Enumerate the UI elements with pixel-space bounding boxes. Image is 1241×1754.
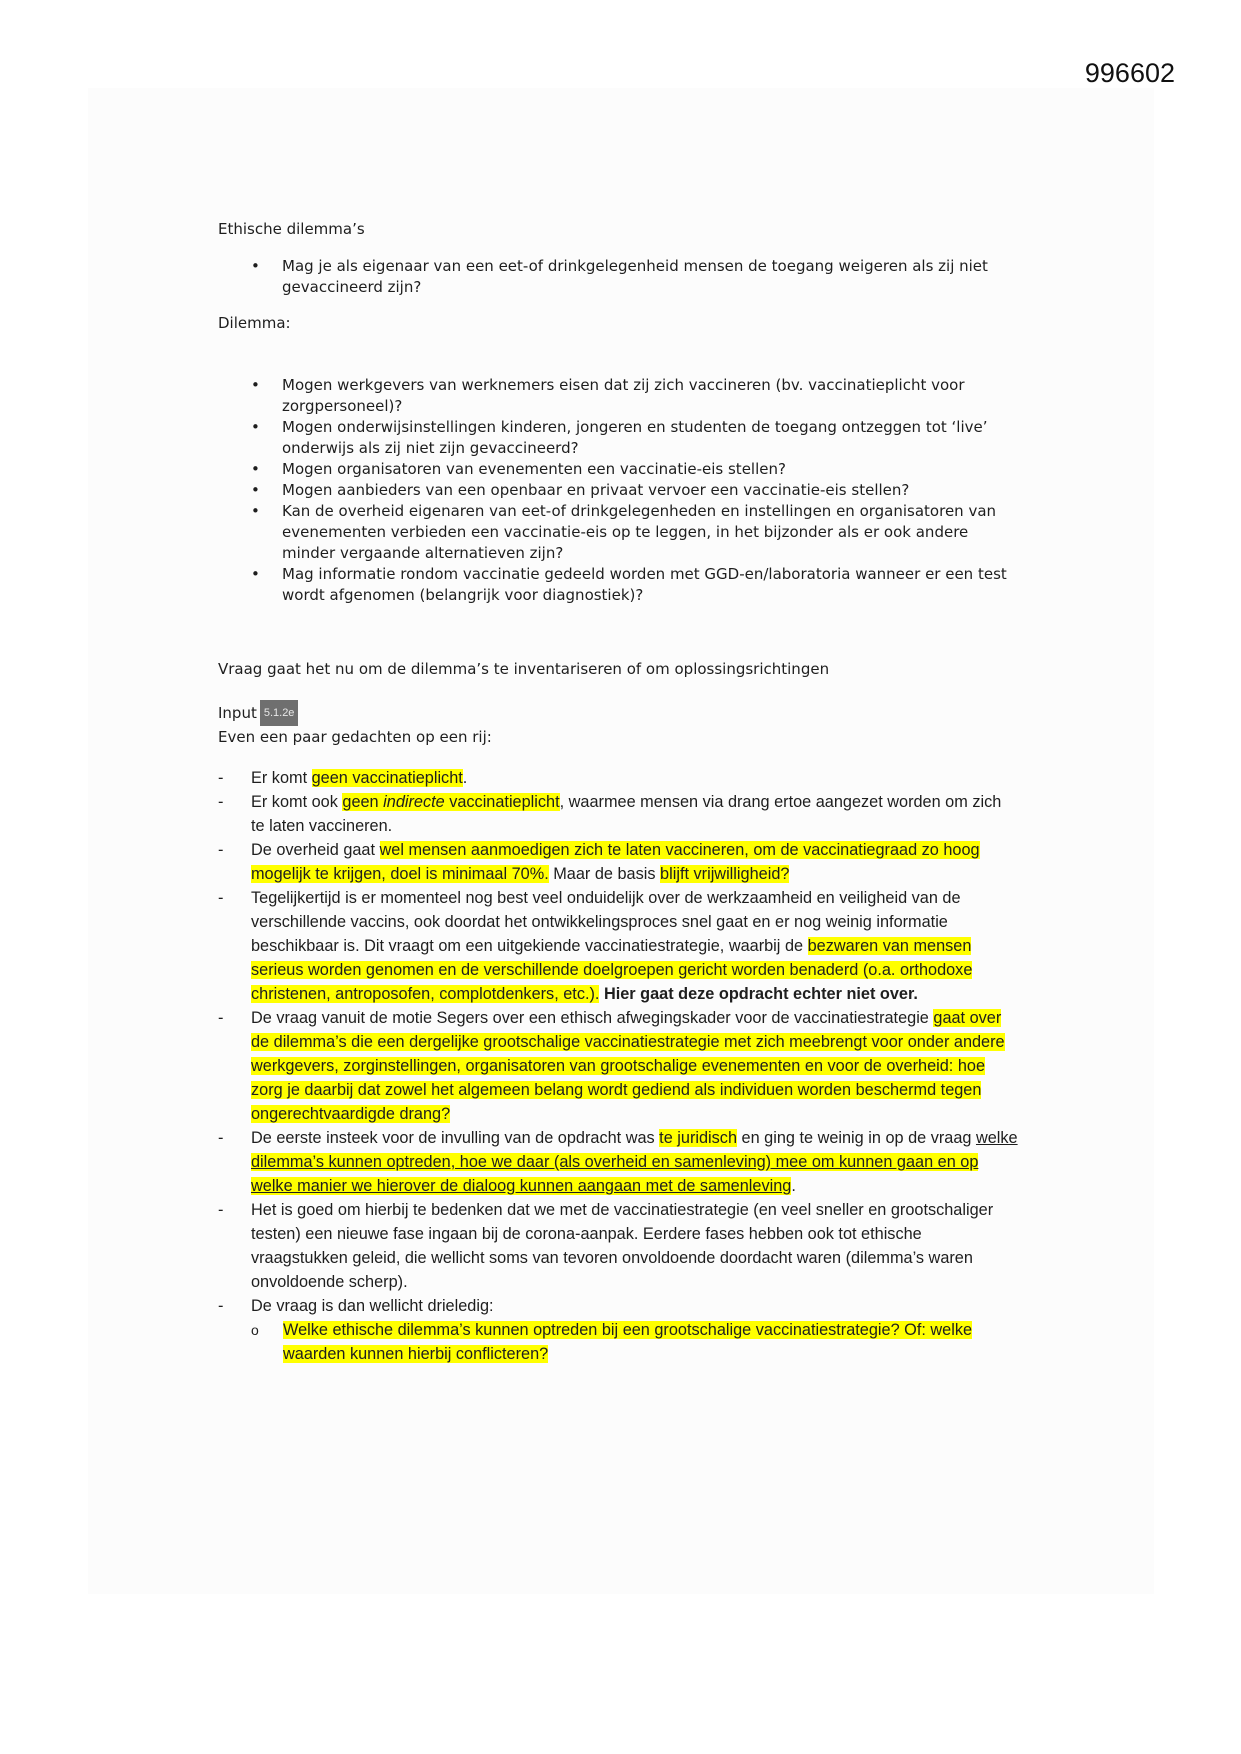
bullet-icon: • [251,257,260,275]
thoughts-list [218,766,1018,1318]
bullet-icon: • [251,502,260,520]
bullet-icon: • [251,376,260,394]
dilemma-label: Dilemma: [218,314,291,332]
highlight: te juridisch [659,1129,737,1147]
list-item: • Mag informatie rondom vaccinatie gedeeld worden met GGD-en/laboratoria wanneer er een test wordt afgenomen (belangrijk voor diagnostiek)? [251,565,1007,604]
list-item: - De vraag vanuit de motie Segers over een ethisch afwegingskader voor de vaccinatiestrategie gaat over de dilemma’s die een dergelijke grootschalige vaccinatiestrategie met zich meebrengt voor onder andere werkgevers, zorginstellingen, organisatoren van grootschalige evenementen en voor de overheid: hoe zorg je daarbij dat zowel het algemeen belang wordt gediend als individuen worden beschermd tegen ongerechtvaardigde drang? [218,1006,1018,1126]
circle-bullet-icon: o [251,1322,259,1338]
highlight: wel mensen aanmoedigen zich te laten vaccineren, om de vaccinatiegraad zo hoog mogelijk te krijgen, doel is minimaal 70%. [251,841,980,883]
list-item: - Tegelijkertijd is er momenteel nog best veel onduidelijk over de werkzaamheid en veiligheid van de verschillende vaccins, ook doordat het ontwikkelingsproces snel gaat en er nog weinig informatie beschikbaar is. Dit vraagt om een uitgekiende vaccinatiestrategie, waarbij de bezwaren van mensen serieus worden genomen en de verschillende doelgroepen gericht worden benaderd (o.a. orthodoxe christenen, antroposofen, complotdenkers, etc.). Hier gaat deze opdracht echter niet over. [218,886,1018,1006]
input-label: Input [218,704,257,722]
input-subtitle: Even een paar gedachten op een rij: [218,728,492,746]
bullet-icon: • [251,460,260,478]
list-item: • Mogen onderwijsinstellingen kinderen, jongeren en studenten de toegang ontzeggen tot ‘live’ onderwijs als zij niet zijn gevaccineerd? [251,418,988,457]
list-item: • Mogen organisatoren van evenementen een vaccinatie-eis stellen? [251,460,786,478]
list-item: • Mogen werkgevers van werknemers eisen dat zij zich vaccineren (bv. vaccinatieplicht voor zorgpersoneel)? [251,376,965,415]
highlight: dilemma’s kunnen optreden, hoe we daar (als overheid en samenleving) mee om kunnen gaan en op welke manier we hierover de dialoog kunnen aangaan met de samenleving [251,1153,979,1195]
bullet-icon: • [251,418,260,436]
highlight: blijft vrijwilligheid? [660,865,790,883]
list-item: • Kan de overheid eigenaren van eet-of drinkgelegenheden en instellingen en organisatoren van evenementen verbieden een vaccinatie-eis op te leggen, in het bijzonder als er ook andere minder vergaande alternatieven zijn? [251,502,997,562]
document-id: 996602 [1084,58,1175,88]
highlight: bezwaren van mensen serieus worden genomen en de verschillende doelgroepen gericht worden benaderd (o.a. orthodoxe christenen, antroposofen, complotdenkers, etc.). [251,937,973,1003]
dash-icon: - [218,769,224,787]
list-item: - De overheid gaat wel mensen aanmoedigen zich te laten vaccineren, om de vaccinatiegraad zo hoog mogelijk te krijgen, doel is minimaal 70%. Maar de basis blijft vrijwilligheid? [218,838,1018,886]
list-item: - Er komt ook geen indirecte vaccinatieplicht, waarmee mensen via drang ertoe aangezet worden om zich te laten vaccineren. [218,790,1018,838]
intro-bullet-list [218,256,1018,298]
dash-icon: - [218,1297,224,1315]
list-item: • Mogen aanbieders van een openbaar en privaat vervoer een vaccinatie-eis stellen? [251,481,910,499]
bullet-icon: • [251,481,260,499]
section-title: Ethische dilemma’s [218,220,365,238]
dash-icon: - [218,793,224,811]
question-line: Vraag gaat het nu om de dilemma’s te inventariseren of om oplossingsrichtingen [218,660,830,678]
sub-list [218,1318,1018,1366]
list-item [218,1318,1018,1366]
list-item: - De vraag is dan wellicht drieledig: [218,1294,1018,1318]
list-item: - Het is goed om hierbij te bedenken dat we met de vaccinatiestrategie (en veel sneller en grootschaliger testen) een nieuwe fase ingaan bij de corona-aanpak. Eerdere fases hebben ook tot ethische vraagstukken geleid, die wellicht soms van tevoren onvoldoende doordacht waren (dilemma’s waren onvoldoende scherp). [218,1198,1018,1294]
dilemma-bullet-list [218,375,1018,606]
list-item: - Er komt geen vaccinatieplicht. [218,766,1018,790]
document-body [218,218,1018,1366]
highlight: geen vaccinatieplicht [311,769,463,787]
highlight: gaat over de dilemma’s die een dergelijke grootschalige vaccinatiestrategie met zich meebrengt voor onder andere werkgevers, zorginstellingen, organisatoren van grootschalige evenementen en voor de overheid: hoe zorg je daarbij dat zowel het algemeen belang wordt gediend als individuen worden beschermd tegen ongerechtvaardigde drang? [251,1009,1005,1123]
highlight: geen indirecte vaccinatieplicht [342,793,560,811]
dash-icon: - [218,1201,224,1219]
highlight: Welke ethische dilemma’s kunnen optreden bij een grootschalige vaccinatiestrategie? Of: welke waarden kunnen hierbij conflicteren? [283,1321,973,1363]
bullet-icon: • [251,565,260,583]
dash-icon: - [218,1129,224,1147]
list-item: • Mag je als eigenaar van een eet-of drinkgelegenheid mensen de toegang weigeren als zij niet gevaccineerd zijn? [251,257,988,296]
dash-icon: - [218,889,224,907]
list-item: - De eerste insteek voor de invulling van de opdracht was te juridisch en ging te weinig in op de vraag welke dilemma’s kunnen optreden, hoe we daar (als overheid en samenleving) mee om kunnen gaan en op welke manier we hierover de dialoog kunnen aangaan met de samenleving. [218,1126,1018,1198]
dash-icon: - [218,841,224,859]
dash-icon: - [218,1009,224,1027]
input-heading [218,700,1018,726]
redaction-badge: 5.1.2e [260,700,299,726]
